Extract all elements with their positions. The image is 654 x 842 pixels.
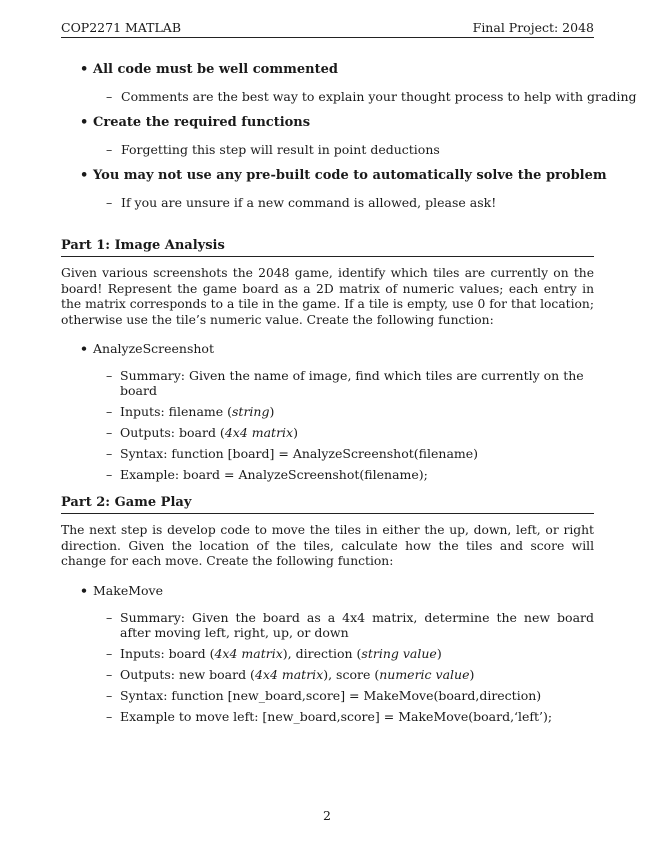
function-outputs: – Outputs: new board (4x4 matrix), score (numeric value) <box>106 667 475 682</box>
part1-function-list <box>80 341 594 488</box>
function-syntax: – Syntax: function [board] = AnalyzeScreenshot(filename) <box>106 446 479 461</box>
function-example: – Example: board = AnalyzeScreenshot(filename); <box>106 467 428 482</box>
function-summary: – Summary: Given the name of image, find which tiles are currently on the board <box>106 368 584 398</box>
function-item: • AnalyzeScreenshot <box>80 341 214 356</box>
function-example: – Example to move left: [new_board,score] = MakeMove(board,‘left’); <box>106 709 553 724</box>
course-title: COP2271 MATLAB <box>61 20 182 35</box>
part2-function-list <box>80 583 594 730</box>
function-inputs: – Inputs: board (4x4 matrix), direction (string value) <box>106 646 442 661</box>
requirements-list <box>80 62 637 212</box>
requirement-item: • You may not use any pre-built code to automatically solve the problem <box>80 168 607 183</box>
part2-paragraph: The next step is develop code to move the tiles in either the up, down, left, or right direction. Given the location of the tiles, calculate how the tiles and score will change for each move. Create the following function: <box>61 523 594 568</box>
section-title-part1: Part 1: Image Analysis <box>61 238 594 257</box>
page-number: 2 <box>323 808 331 823</box>
requirement-item: • All code must be well commented <box>80 62 338 77</box>
section-title-part2: Part 2: Game Play <box>61 495 594 514</box>
project-title: Final Project: 2048 <box>472 20 594 35</box>
requirement-title: You may not use any pre-built code to automatically solve the problem <box>93 168 607 183</box>
requirement-title: Create the required functions <box>93 115 311 130</box>
requirement-detail: – If you are unsure if a new command is allowed, please ask! <box>106 195 497 210</box>
page-header <box>61 19 594 38</box>
function-syntax: – Syntax: function [new_board,score] = MakeMove(board,direction) <box>106 688 542 703</box>
function-name: AnalyzeScreenshot <box>93 341 214 356</box>
function-outputs: – Outputs: board (4x4 matrix) <box>106 425 298 440</box>
function-summary: – Summary: Given the board as a 4x4 matrix, determine the new board after moving left, right, up, or down <box>106 610 594 640</box>
part1-paragraph: Given various screenshots the 2048 game, identify which tiles are currently on the board! Represent the game board as a 2D matrix of numeric values; each entry in the matrix corresponds to a tile in the game. If a tile is empty, use 0 for that location; otherwise use the tile’s numeric value. Create the following function: <box>61 266 594 327</box>
requirement-title: All code must be well commented <box>93 62 338 77</box>
requirement-detail: – Forgetting this step will result in point deductions <box>106 142 440 157</box>
requirement-detail: – Comments are the best way to explain your thought process to help with grading <box>106 89 637 104</box>
function-inputs: – Inputs: filename (string) <box>106 404 275 419</box>
function-name: MakeMove <box>93 583 164 598</box>
requirement-item: • Create the required functions <box>80 115 311 130</box>
function-item: • MakeMove <box>80 583 164 598</box>
